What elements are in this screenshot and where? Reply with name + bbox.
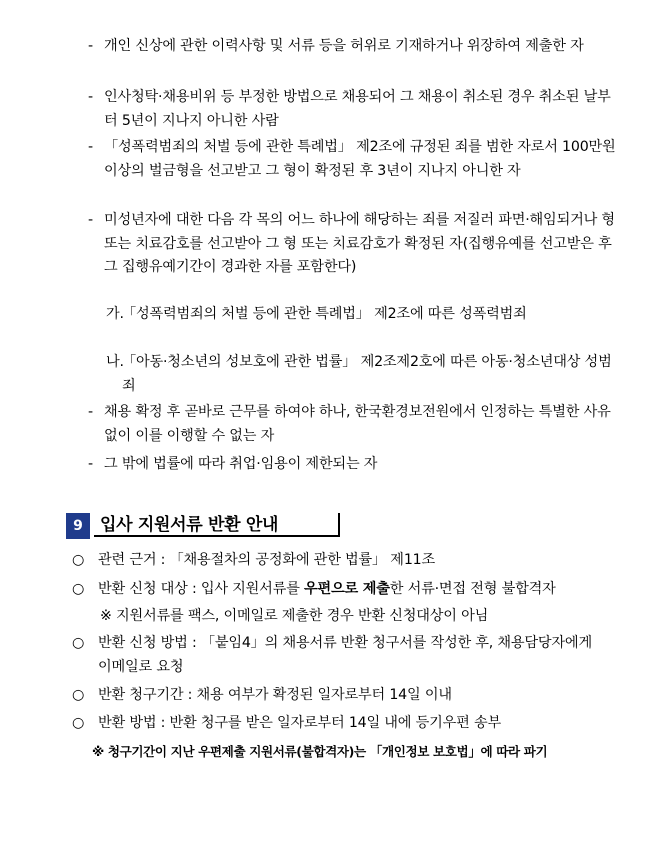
sub-item-na [106,351,618,398]
sub-marker: 가. [106,306,124,322]
item-text-before: 반환 신청 대상 : 입사 지원서류를 [98,581,305,597]
dash-marker: - [88,404,93,420]
circle-marker: ○ [72,715,85,731]
disqualification-item-hiring-corruption [88,86,618,133]
disqualification-item-false-documents [88,35,618,59]
return-delivery-method [72,711,620,735]
disqualification-item-legal-restriction [88,453,618,477]
circle-marker: ○ [72,635,85,651]
item-text: 채용 확정 후 곧바로 근무를 하여야 하나, 한국환경보전원에서 인정하는 특별한 사유 없이 이를 이행할 수 없는 자 [104,404,611,444]
item-text-after: 한 서류·면접 전형 불합격자 [389,581,556,597]
dash-marker: - [88,456,93,472]
item-text-bold: 우편으로 제출 [304,581,390,597]
item-text: 인사청탁·채용비위 등 부정한 방법으로 채용되어 그 채용이 취소된 경우 취소된 날부터 5년이 지나지 아니한 사람 [104,89,611,129]
item-text: 반환 신청 방법 : 「붙임4」의 채용서류 반환 청구서를 작성한 후, 채용담당자에게 이메일로 요청 [98,635,592,675]
return-request-period [72,683,620,707]
sub-item-text: 「아동·청소년의 성보호에 관한 법률」 제2조제2호에 따른 아동·청소년대상 성범죄 [122,354,612,394]
disposal-note: ※ 청구기간이 지난 우편제출 지원서류(불합격자)는 「개인정보 보호법」에 따라 파기 [92,744,548,759]
sub-item-ga [106,303,618,327]
section-number: 9 [66,513,90,539]
section-header [66,513,342,541]
circle-marker: ○ [72,552,85,568]
item-text: 관련 근거 : 「채용절차의 공정화에 관한 법률」 제11조 [98,552,435,568]
fax-email-note: ※ 지원서류를 팩스, 이메일로 제출한 경우 반환 신청대상이 아님 [100,608,489,624]
disqualification-item-minor-crimes [88,209,618,280]
item-text: 「성폭력범죄의 처벌 등에 관한 특례법」 제2조에 규정된 죄를 범한 자로서 100만원 이상의 벌금형을 선고받고 그 형이 확정된 후 3년이 지나지 아니한 자 [104,139,616,179]
item-text: 그 밖에 법률에 따라 취업·임용이 제한되는 자 [104,456,378,472]
dash-marker: - [88,38,93,54]
item-text: 개인 신상에 관한 이력사항 및 서류 등을 허위로 기재하거나 위장하여 제출한 자 [104,38,584,54]
item-text: 미성년자에 대한 다음 각 목의 어느 하나에 해당하는 죄를 저질러 파면·해임되거나 형 또는 치료감호를 선고받아 그 형 또는 치료감호가 확정된 자(집행유예를 선고받은 후 그 집행유예기간이 경과한 자를 포함한다) [104,212,615,275]
return-legal-basis [72,548,620,572]
dash-marker: - [88,212,93,228]
sub-item-text: 「성폭력범죄의 처벌 등에 관한 특례법」 제2조에 따른 성폭력범죄 [122,306,527,322]
item-text: 반환 방법 : 반환 청구를 받은 일자로부터 14일 내에 등기우편 송부 [98,715,501,731]
circle-marker: ○ [72,687,85,703]
disqualification-item-cannot-work [88,401,618,448]
return-eligible-applicants [72,577,620,601]
dash-marker: - [88,89,93,105]
section-title: 입사 지원서류 반환 안내 [94,513,340,537]
dash-marker: - [88,139,93,155]
item-text: 반환 청구기간 : 채용 여부가 확정된 일자로부터 14일 이내 [98,687,452,703]
sub-marker: 나. [106,354,124,370]
return-request-method [72,631,620,679]
item-text [98,577,620,601]
circle-marker: ○ [72,581,85,597]
disqualification-item-sexual-violence-fine [88,136,618,183]
